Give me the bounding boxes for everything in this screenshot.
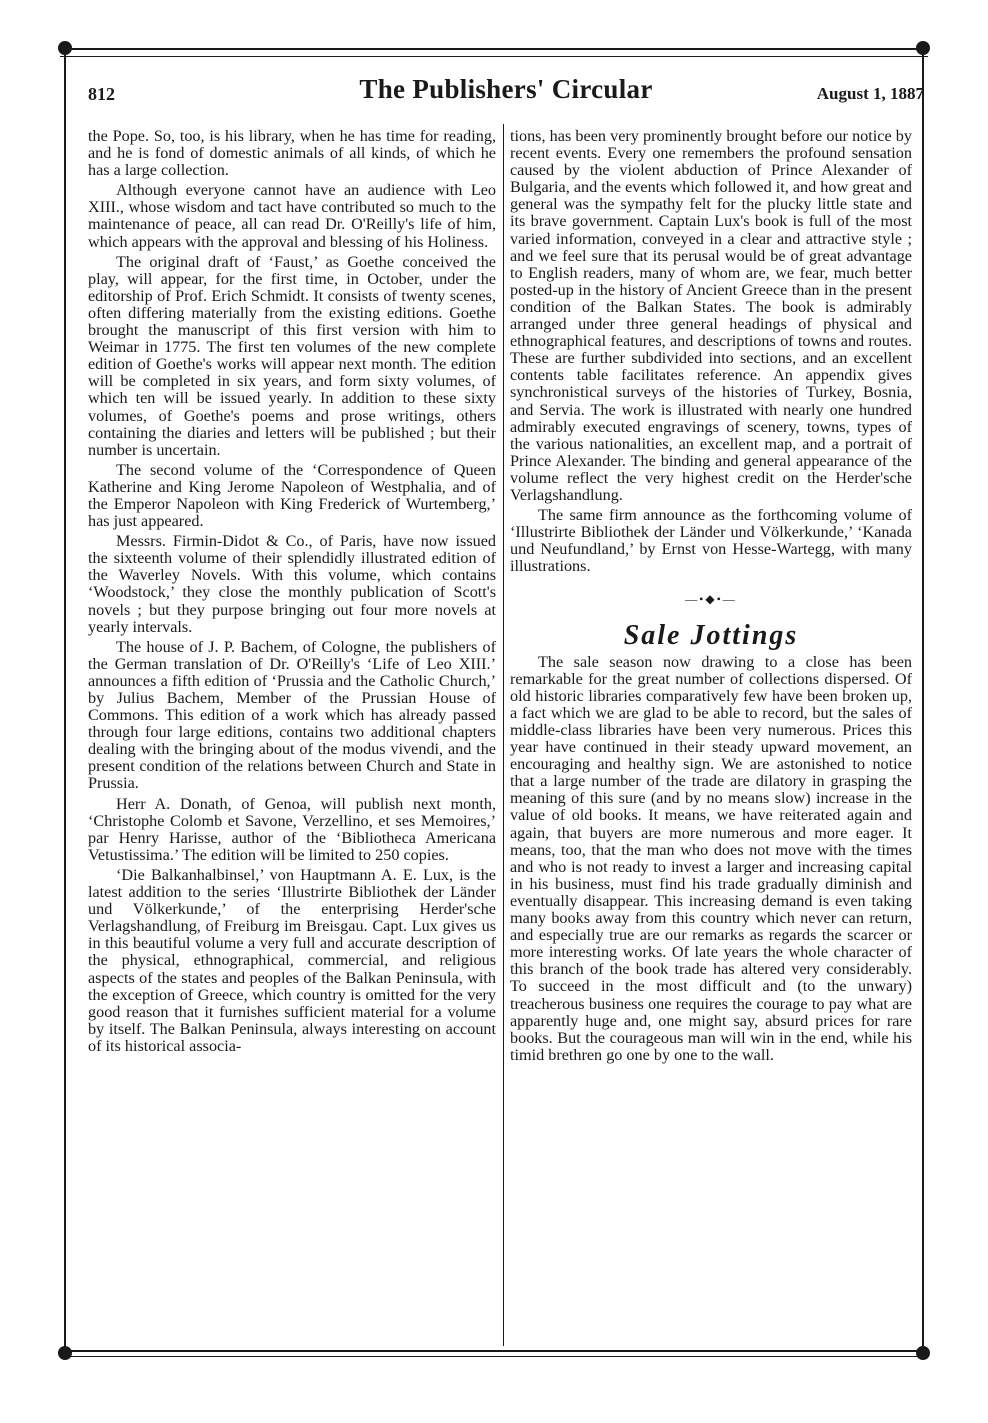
corner-ornament-icon xyxy=(916,1346,930,1360)
issue-date: August 1, 1887 xyxy=(816,84,924,103)
corner-ornament-icon xyxy=(58,41,72,55)
paragraph: tions, has been very prominently brought before our notice by recent events. Every one remembers the profound sensation caused by the violent abduction of Prince Alexander of Bulgaria, and the events which followed it, and how great and general was the sympathy felt for the plucky little state and its brave government. Captain Lux's book is full of the most varied information, conveyed in a clear and attractive style ; and we feel sure that its perusal would be of great advantage to English readers, many of whom are, we fear, much better posted-up in the history of Ancient Greece than in the present condition of the Balkan States. The book is admirably arranged under three general headings of physical and ethnographical features, and descriptions of towns and routes. These are further subdivided into sections, and an excellent contents table facilitates reference. An appendix gives synchronistical surveys of the histories of Turkey, Bosnia, and Servia. The work is illustrated with nearly one hundred admirably executed engravings of scenery, towns, types of the various nationalities, an excellent map, and a portrait of Prince Alexander. The binding and general appearance of the volume reflect the very highest credit on the Herder'sche Verlagshandlung. xyxy=(510,127,912,504)
paragraph: Messrs. Firmin-Didot & Co., of Paris, have now issued the sixteenth volume of their splendidly illustrated edition of the Waverley Novels. With this volume, which contains ‘Woodstock,’ they close the monthly publication of Scott's novels ; but they purpose bringing out four more novels at yearly intervals. xyxy=(88,532,496,636)
page-header xyxy=(88,74,924,108)
bottom-border-rule xyxy=(60,1350,928,1352)
bottom-border-rule-inner xyxy=(60,1356,928,1357)
paragraph: Although everyone cannot have an audience with Leo XIII., whose wisdom and tact have contributed so much to the maintenance of peace, all can read Dr. O'Reilly's life of him, which appears with the approval and blessing of his Holiness. xyxy=(88,181,496,251)
paragraph: The house of J. P. Bachem, of Cologne, the publishers of the German translation of Dr. O'Reilly's ‘Life of Leo XIII.’ announces a fifth edition of ‘Prussia and the Catholic Church,’ by Julius Bachem, Member of the Prussian House of Commons. This edition of a work which has already passed through four large editions, contains two additional chapters dealing with the bringing about of the modus vivendi, and the present condition of the relations between Church and State in Prussia. xyxy=(88,637,496,793)
paragraph: Herr A. Donath, of Genoa, will publish next month, ‘Christophe Colomb et Savone, Verzellino, et ses Memoires,’ par Henry Harisse, author of the ‘Bibliotheca Americana Vetustissima.’ The edition will be limited to 250 copies. xyxy=(88,794,496,864)
right-column xyxy=(510,128,912,1067)
paragraph: The second volume of the ‘Correspondence of Queen Katherine and King Jerome Napoleon of Westphalia, and of the Emperor Napoleon with King Frederick of Wurtemberg,’ has just appeared. xyxy=(88,460,496,531)
top-border-rule-inner xyxy=(60,56,928,57)
section-divider: —•◆•— xyxy=(685,592,737,607)
corner-ornament-icon xyxy=(916,41,930,55)
paragraph: ‘Die Balkanhalbinsel,’ von Hauptmann A. E. Lux, is the latest addition to the series ‘Illustrirte Bibliothek der Länder und Völkerkunde,’ of the enterprising Herder'sche Verlagshandlung, of Freiburg im Breisgau. Capt. Lux gives us in this beautiful volume a very full and accurate description of the physical, ethnographical, commercial, and religious aspects of the states and peoples of the Balkan Peninsula, with the exception of Greece, which country is omitted for the very good reason that it furnishes sufficient material for a volume by itself. The Balkan Peninsula, always interesting on account of its historical associa- xyxy=(88,865,496,1055)
paragraph: The original draft of ‘Faust,’ as Goethe conceived the play, will appear, for the first time, in October, under the editorship of Prof. Erich Schmidt. It consists of twenty scenes, often differing materially from the existing editions. Goethe brought the manuscript of this first version with him to Weimar in 1775. The first ten volumes of the new complete edition of Goethe's works will appear next month. The edition will be completed in six years, and form sixty volumes, of which ten will be issued yearly. In addition to these sixty volumes, of Goethe's poems and prose writings, others containing the diaries and letters will be published ; but their number is uncertain. xyxy=(88,252,496,459)
section-heading: Sale Jottings xyxy=(623,619,799,651)
page-title: The Publishers' Circular xyxy=(359,74,653,104)
paragraph: the Pope. So, too, is his library, when he has time for reading, and he is fond of domestic animals of all kinds, of which he has a large collection. xyxy=(88,127,496,180)
paragraph: The same firm announce as the forthcoming volume of ‘Illustrirte Bibliothek der Länder und Völkerkunde,’ ‘Kanada und Neufundland,’ by Ernst von Hesse-Wartegg, with many illustrations. xyxy=(510,506,912,576)
paragraph: The sale season now drawing to a close has been remarkable for the great number of collections dispersed. Of old historic libraries comparatively few have been broken up, a fact which we are glad to be able to record, but the sales of middle-class libraries have been very numerous. Prices this year have continued in their steady upward movement, an encouraging and healthy sign. We are astonished to notice that a large number of the trade are dilatory in grasping the meaning of this sure (and by no means slow) increase in the value of old books. It means, we have reiterated again and again, that buyers are more numerous and more eager. It means, too, that the man who does not move with the times and who is not ready to invest a larger and increasing capital in his business, must find his trade gradually diminish and eventually disappear. This increasing demand is even taking many books away from this country which never can return, and especially true are our remarks as regards the scarcer or more interesting works. Of late years the whole character of this branch of the book trade has altered very considerably. To succeed in the most difficult and (to the unwary) treacherous business one requires the courage to pay what are apparently huge and, one might say, absurd prices for rare books. But the courageous man will win in the end, while his timid brethren go one by one to the wall. xyxy=(510,652,912,1064)
left-border-rule xyxy=(64,48,66,1358)
left-column xyxy=(88,128,496,1058)
page-number: 812 xyxy=(88,84,115,104)
column-divider xyxy=(503,124,504,1346)
top-border-rule xyxy=(60,48,928,50)
right-border-rule xyxy=(922,48,924,1358)
corner-ornament-icon xyxy=(58,1346,72,1360)
